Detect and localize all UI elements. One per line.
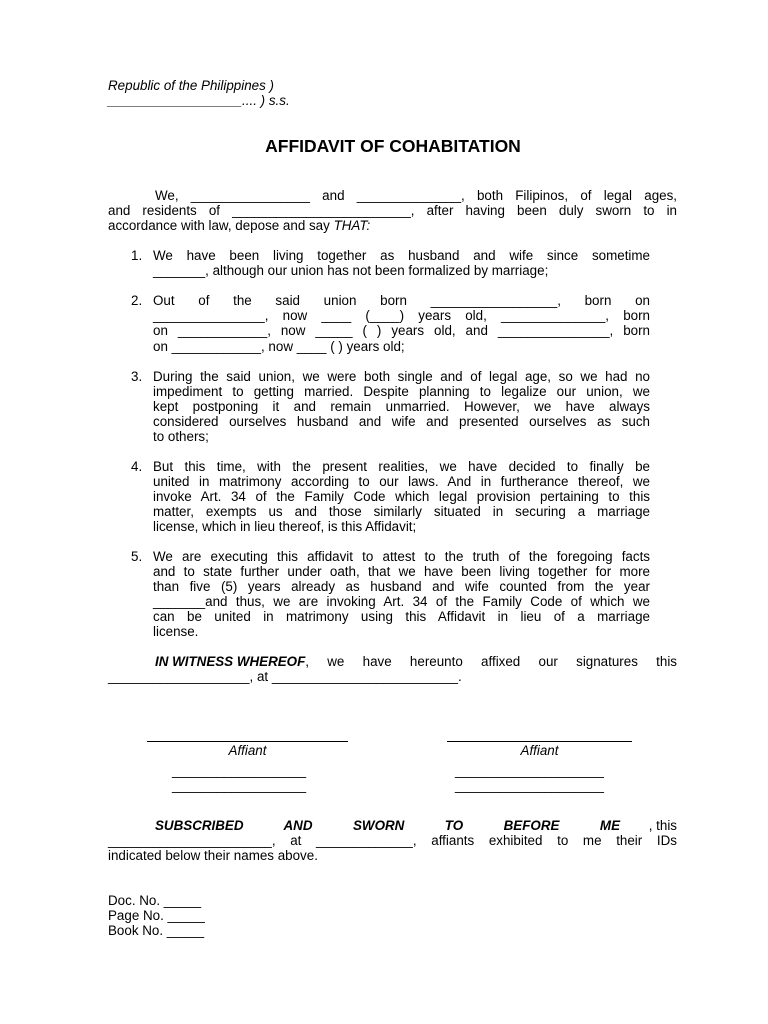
page-no: Page No. _____ <box>108 908 205 923</box>
jurat-rest: , this <box>648 818 677 833</box>
jurat-line-3: indicated below their names above. <box>108 848 318 863</box>
document-title: AFFIDAVIT OF COHABITATION <box>265 136 521 156</box>
item-line: We are executing this affidavit to attest to the truth of the foregoing facts <box>153 549 650 564</box>
item-line: to others; <box>153 429 209 444</box>
venue-line-1: Republic of the Philippines ) <box>108 78 274 93</box>
intro-line-3 <box>108 218 370 233</box>
item-line: on ____________, now _____ ( ) years old, and _______________, born <box>153 323 650 338</box>
item-line: _______________, now ____ (____) years old, ______________, born <box>153 308 650 323</box>
witness-line-1 <box>155 654 677 669</box>
item-line: _______, although our union has not been formalized by marriage; <box>153 263 549 278</box>
item-number: 5. <box>131 549 143 564</box>
item-line: license. <box>153 624 199 639</box>
left-id-blank-1: __________________ <box>172 763 307 778</box>
item-line: can be united in matrimony using this Affidavit in lieu of a marriage <box>153 609 650 624</box>
item-line: _______and thus, we are invoking Art. 34 of the Family Code of which we <box>153 594 650 609</box>
item-number: 2. <box>131 293 143 308</box>
item-line: kept postponing it and remain unmarried. However, we have always <box>153 399 650 414</box>
item-line: than five (5) years already as husband and wife counted from the year <box>153 579 650 594</box>
jurat-lead: SUBSCRIBED AND SWORN TO BEFORE ME <box>155 818 620 833</box>
right-id-blank-2: ____________________ <box>455 778 604 793</box>
item-line: considered ourselves husband and wife and presented ourselves as such <box>153 414 650 429</box>
right-id-blank-1: ____________________ <box>455 763 604 778</box>
item-line: and to state further under oath, that we have been living together for more <box>153 564 650 579</box>
venue-line-2: __________________.... ) s.s. <box>108 93 290 108</box>
item-number: 3. <box>131 369 143 384</box>
item-line: impediment to getting married. Despite planning to legalize our union, we <box>153 384 650 399</box>
left-signature-line <box>147 741 348 742</box>
witness-line-2: ___________________, at _________________________. <box>108 669 462 684</box>
intro-that: THAT: <box>333 218 371 233</box>
item-line: on ____________, now ____ ( ) years old; <box>153 339 405 354</box>
item-line: matter, exempts us and those similarly situated in securing a marriage <box>153 504 650 519</box>
item-line: During the said union, we were both single and of legal age, so we had no <box>153 369 650 384</box>
book-no: Book No. _____ <box>108 923 205 938</box>
item-number: 4. <box>131 459 143 474</box>
jurat-line-2: ______________________, at _____________, affiants exhibited to me their IDs <box>108 833 677 848</box>
item-line: license, which in lieu thereof, is this Affidavit; <box>153 519 417 534</box>
intro-line-3-text: accordance with law, depose and say <box>108 218 334 233</box>
item-number: 1. <box>131 248 143 263</box>
item-line: invoke Art. 34 of the Family Code which legal provision pertaining to this <box>153 489 650 504</box>
doc-no: Doc. No. _____ <box>108 893 202 908</box>
left-affiant-label: Affiant <box>228 743 267 758</box>
witness-rest: , we have hereunto affixed our signatures this <box>305 654 677 669</box>
right-signature-line <box>447 741 632 742</box>
witness-lead: IN WITNESS WHEREOF <box>155 654 306 669</box>
item-line: But this time, with the present realities, we have decided to finally be <box>153 459 650 474</box>
left-id-blank-2: __________________ <box>172 778 307 793</box>
intro-line-1: We, ________________ and ______________, both Filipinos, of legal ages, <box>155 188 677 203</box>
item-line: Out of the said union born _________________, born on <box>153 293 650 308</box>
intro-line-2: and residents of ________________________, after having been duly sworn to in <box>108 203 677 218</box>
item-line: united in matrimony according to our laws. And in furtherance thereof, we <box>153 474 650 489</box>
jurat-line-1 <box>155 818 677 833</box>
right-affiant-label: Affiant <box>520 743 559 758</box>
item-line: We have been living together as husband and wife since sometime <box>153 248 650 263</box>
